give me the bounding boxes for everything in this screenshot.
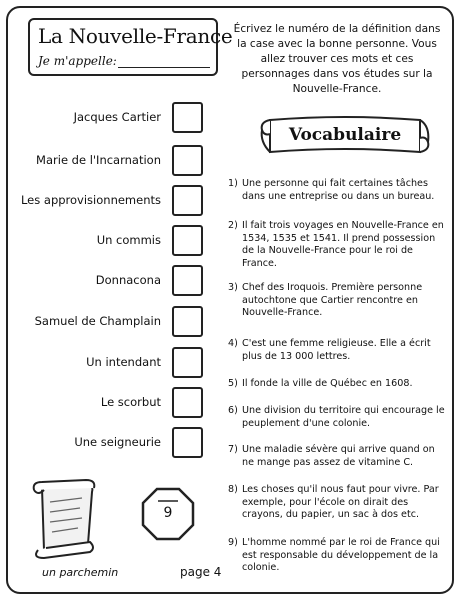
definition-item bbox=[228, 444, 448, 469]
term-row bbox=[18, 306, 203, 338]
definition-text: Les choses qu'il nous faut pour vivre. Par exemple, pour l'école on dirait des crayons, du papier, un sac à dos etc. bbox=[242, 484, 439, 521]
parchment-caption: un parchemin bbox=[42, 566, 119, 579]
definition-number: 3) bbox=[228, 282, 238, 293]
term-label: Samuel de Champlain bbox=[34, 314, 161, 328]
name-input-line[interactable] bbox=[118, 67, 210, 68]
parchment-scroll-icon bbox=[28, 478, 98, 560]
term-row bbox=[18, 225, 203, 257]
page-number: page 4 bbox=[180, 565, 222, 579]
term-label: Un commis bbox=[96, 233, 161, 247]
term-row bbox=[18, 102, 203, 134]
definition-text: Il fonde la ville de Québec en 1608. bbox=[242, 378, 413, 389]
term-label: Les approvisionnements bbox=[20, 193, 161, 207]
term-row bbox=[18, 387, 203, 419]
answer-box[interactable] bbox=[172, 427, 203, 458]
definition-text: L'homme nommé par le roi de France qui est responsable du développement de la colonie. bbox=[242, 537, 440, 574]
definition-number: 5) bbox=[228, 378, 238, 389]
term-row bbox=[18, 265, 203, 297]
definition-text: Il fait trois voyages en Nouvelle-France en 1534, 1535 et 1541. Il prend possession de la Nouvelle-France pour le roi de France. bbox=[242, 220, 444, 270]
definition-item bbox=[228, 405, 448, 430]
definition-text: Une maladie sévère qui arrive quand on ne mange pas assez de vitamine C. bbox=[242, 444, 435, 468]
answer-box[interactable] bbox=[172, 347, 203, 378]
definition-item bbox=[228, 537, 448, 575]
term-row bbox=[18, 427, 203, 459]
term-label: Le scorbut bbox=[100, 395, 161, 409]
vocabulaire-banner bbox=[258, 112, 432, 164]
worksheet-title: La Nouvelle-France bbox=[38, 24, 233, 48]
answer-box[interactable] bbox=[172, 225, 203, 256]
instructions: Écrivez le numéro de la définition dans la case avec la bonne personne. Vous allez trouver ces mots et ces personnages dans vos études sur la Nouvelle-France. bbox=[233, 23, 441, 95]
definition-item bbox=[228, 178, 448, 203]
title-box bbox=[28, 18, 233, 76]
term-label: Donnacona bbox=[95, 273, 161, 287]
vocab-heading: Vocabulaire bbox=[288, 125, 402, 145]
name-label: Je m'appelle: bbox=[38, 54, 117, 68]
answer-box[interactable] bbox=[172, 265, 203, 296]
definition-number: 9) bbox=[228, 537, 238, 548]
definition-number: 4) bbox=[228, 338, 238, 349]
definition-text: Une personne qui fait certaines tâches dans une entreprise ou dans un bureau. bbox=[242, 178, 435, 202]
term-row bbox=[18, 185, 203, 217]
answer-box[interactable] bbox=[172, 145, 203, 176]
term-label: Une seigneurie bbox=[74, 435, 161, 449]
definition-item bbox=[228, 378, 448, 391]
definition-number: 6) bbox=[228, 405, 238, 416]
definition-item bbox=[228, 282, 448, 320]
term-row bbox=[18, 145, 203, 177]
term-label: Jacques Cartier bbox=[73, 110, 161, 124]
answer-box[interactable] bbox=[172, 387, 203, 418]
term-label: Un intendant bbox=[86, 355, 161, 369]
definition-number: 1) bbox=[228, 178, 238, 189]
answer-box[interactable] bbox=[172, 306, 203, 337]
answer-box[interactable] bbox=[172, 185, 203, 216]
definition-text: C'est une femme religieuse. Elle a écrit plus de 13 000 lettres. bbox=[242, 338, 431, 362]
definition-item bbox=[228, 338, 448, 363]
definition-number: 2) bbox=[228, 220, 238, 231]
definition-number: 8) bbox=[228, 484, 238, 495]
answer-count: 9 bbox=[163, 505, 173, 521]
definition-text: Une division du territoire qui encourage le peuplement d'une colonie. bbox=[242, 405, 445, 429]
definition-item bbox=[228, 484, 448, 522]
definition-item bbox=[228, 220, 448, 271]
answer-box[interactable] bbox=[172, 102, 203, 133]
definition-number: 7) bbox=[228, 444, 238, 455]
definition-text: Chef des Iroquois. Première personne autochtone que Cartier rencontre en Nouvelle-France. bbox=[242, 282, 423, 319]
term-row bbox=[18, 347, 203, 379]
term-label: Marie de l'Incarnation bbox=[36, 153, 161, 167]
